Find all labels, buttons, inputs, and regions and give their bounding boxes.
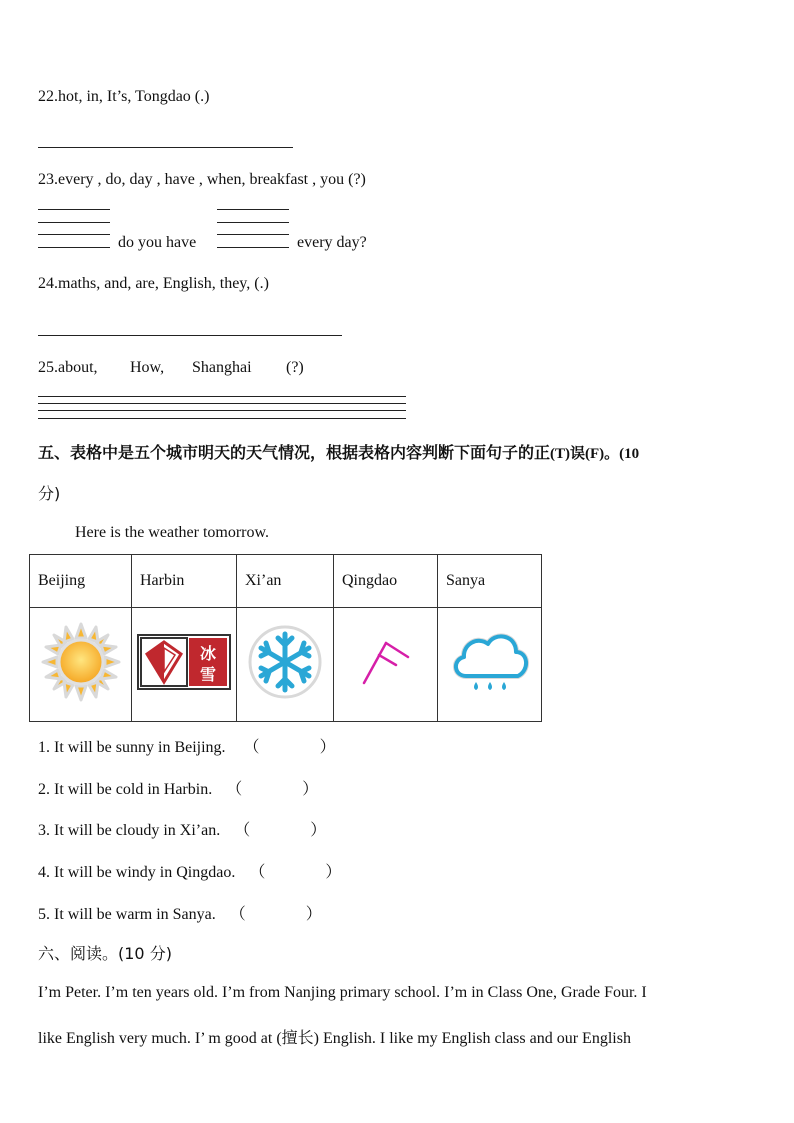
answer-line-23a-3[interactable] [38, 234, 110, 235]
rain-cloud-icon [448, 626, 532, 698]
statement-5-text: 5. It will be warm in Sanya. [38, 906, 216, 923]
reading-line-1: I’m Peter. I’m ten years old. I’m from Nanjing primary school. I’m in Class One, Grade Four. I [38, 984, 647, 1001]
answer-line-22[interactable] [38, 147, 293, 148]
statement-3 [38, 817, 326, 840]
statement-2 [38, 776, 318, 799]
section-5-heading-score: 分) [38, 484, 61, 503]
section-5-intro: Here is the weather tomorrow. [75, 524, 269, 541]
answer-line-25-2[interactable] [38, 403, 406, 404]
question-22: 22.hot, in, It’s, Tongdao (.) [38, 88, 210, 105]
statement-1 [38, 734, 336, 757]
statement-4-text: 4. It will be windy in Qingdao. [38, 864, 236, 881]
question-25-word-4: (?) [286, 359, 304, 376]
answer-paren-1[interactable]: （ ） [243, 739, 336, 756]
question-24: 24.maths, and, are, English, they, (.) [38, 275, 269, 292]
city-qingdao: Qingdao [334, 555, 438, 608]
section-6-heading: 六、阅读。(10 分) [38, 944, 172, 963]
answer-line-23a-1[interactable] [38, 209, 110, 210]
section-5-heading-tf: (T)误(F)。(10 [550, 446, 640, 462]
weather-cell-sanya [438, 608, 542, 722]
wind-flag-icon [356, 637, 416, 687]
answer-line-25-1[interactable] [38, 396, 406, 397]
question-23: 23.every , do, day , have , when, breakfast , you (?) [38, 171, 366, 188]
city-beijing: Beijing [30, 555, 132, 608]
reading-line-2: like English very much. I’ m good at (擅长) English. I like my English class and our English [38, 1030, 631, 1047]
statement-1-text: 1. It will be sunny in Beijing. [38, 739, 226, 756]
question-25-word-1: 25.about, [38, 359, 98, 376]
weather-cell-xian [237, 608, 334, 722]
answer-paren-2[interactable]: （ ） [226, 781, 319, 798]
question-25-word-3: Shanghai [192, 359, 252, 376]
answer-paren-4[interactable]: （ ） [249, 864, 342, 881]
city-sanya: Sanya [438, 555, 542, 608]
sunny-icon [41, 622, 121, 702]
ice-sign-text-1: 冰 [199, 644, 217, 663]
ice-snow-sign-icon [137, 634, 231, 690]
question-25-word-2: How, [130, 359, 165, 376]
answer-line-23a-2[interactable] [38, 222, 110, 223]
answer-line-23a-4[interactable] [38, 247, 110, 248]
weather-cell-beijing [30, 608, 132, 722]
weather-table [29, 554, 542, 722]
answer-line-24[interactable] [38, 335, 342, 336]
answer-paren-3[interactable]: （ ） [234, 822, 327, 839]
answer-paren-5[interactable]: （ ） [229, 906, 322, 923]
statement-4 [38, 859, 341, 882]
weather-cell-harbin [132, 608, 237, 722]
section-5-heading-cn: 五、表格中是五个城市明天的天气情况，根据表格内容判断下面句子的正 [38, 443, 551, 462]
answer-line-25-3[interactable] [38, 410, 406, 411]
answer-line-23b-4[interactable] [217, 247, 289, 248]
city-harbin: Harbin [132, 555, 237, 608]
weather-table-icon-row [30, 608, 542, 722]
answer-line-25-4[interactable] [38, 418, 406, 419]
statement-3-text: 3. It will be cloudy in Xi’an. [38, 822, 221, 839]
weather-table-header-row [30, 555, 542, 608]
statement-2-text: 2. It will be cold in Harbin. [38, 781, 213, 798]
weather-cell-qingdao [334, 608, 438, 722]
city-xian: Xi’an [237, 555, 334, 608]
question-23-middle-text: do you have [118, 234, 197, 251]
answer-line-23b-2[interactable] [217, 222, 289, 223]
statement-5 [38, 901, 322, 924]
ice-sign-text-2: 雪 [199, 665, 217, 684]
question-23-end-text: every day? [297, 234, 367, 251]
answer-line-23b-3[interactable] [217, 234, 289, 235]
section-5-heading [38, 440, 639, 463]
answer-line-23b-1[interactable] [217, 209, 289, 210]
snowflake-icon [247, 624, 323, 700]
